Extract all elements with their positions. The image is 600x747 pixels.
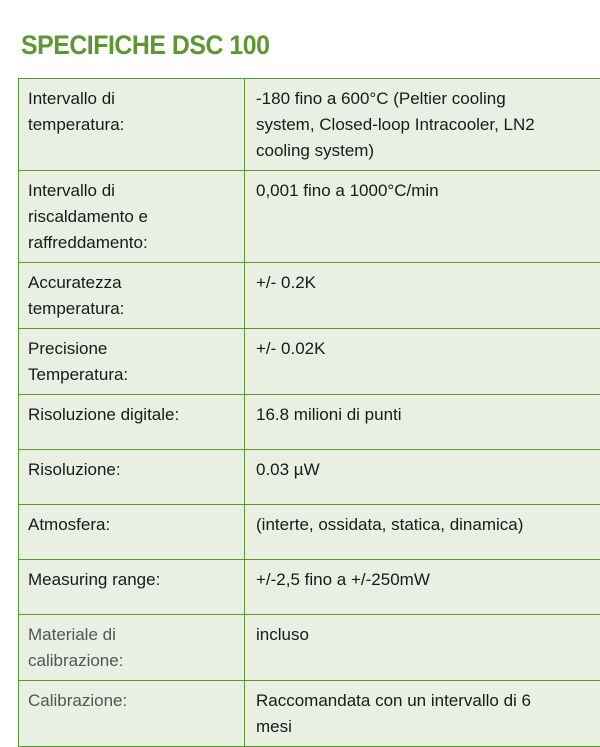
spec-label: Calibrazione:	[19, 681, 245, 747]
page-title: SPECIFICHE DSC 100	[21, 30, 269, 61]
spec-label: Atmosfera:	[19, 505, 245, 560]
spec-label: Accuratezza temperatura:	[19, 263, 245, 329]
spec-value: (interte, ossidata, statica, dinamica)	[245, 505, 600, 560]
spec-value: Raccomandata con un intervallo di 6 mesi	[245, 681, 600, 747]
spec-label: Measuring range:	[19, 560, 245, 615]
table-row	[19, 395, 600, 450]
spec-value: 16.8 milioni di punti	[245, 395, 600, 450]
spec-label: Risoluzione:	[19, 450, 245, 505]
spec-value: incluso	[245, 615, 600, 681]
table-row	[19, 329, 600, 395]
table-row	[19, 171, 600, 263]
spec-label: Materiale di calibrazione:	[19, 615, 245, 681]
table-row	[19, 560, 600, 615]
spec-value: 0.03 µW	[245, 450, 600, 505]
spec-value: +/- 0.2K	[245, 263, 600, 329]
table-row	[19, 79, 600, 171]
table-row	[19, 615, 600, 681]
spec-label: Precisione Temperatura:	[19, 329, 245, 395]
spec-label: Intervallo di riscaldamento e raffreddamento:	[19, 171, 245, 263]
spec-label: Risoluzione digitale:	[19, 395, 245, 450]
spec-value: 0,001 fino a 1000°C/min	[245, 171, 600, 263]
spec-value: -180 fino a 600°C (Peltier cooling system, Closed-loop Intracooler, LN2 cooling system)	[245, 79, 600, 171]
table-row	[19, 681, 600, 747]
table-row	[19, 263, 600, 329]
spec-value: +/-2,5 fino a +/-250mW	[245, 560, 600, 615]
table-row	[19, 450, 600, 505]
table-row	[19, 505, 600, 560]
spec-value: +/- 0.02K	[245, 329, 600, 395]
spec-label: Intervallo di temperatura:	[19, 79, 245, 171]
specifications-table	[18, 78, 600, 747]
